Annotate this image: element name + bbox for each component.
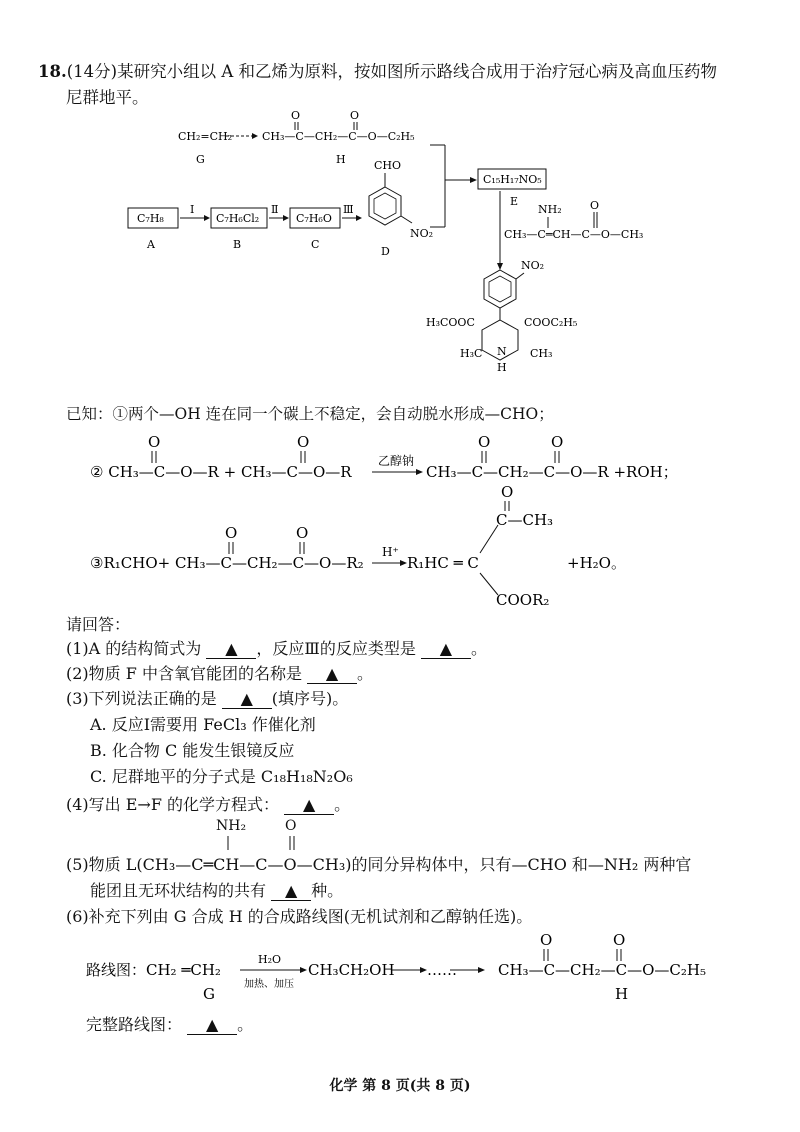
- q4-text: (4)写出 E→F 的化学方程式：: [66, 795, 280, 814]
- B-formula: C₇H₆Cl₂: [216, 212, 260, 225]
- full-route-text: 完整路线图：: [86, 1015, 183, 1034]
- reaction-3-right: R₁HC ═ C: [407, 554, 479, 572]
- question-5: [66, 852, 691, 875]
- E-formula: C₁₅H₁₇NO₅: [483, 173, 542, 186]
- q5-NH2: NH₂: [216, 818, 247, 834]
- route-end: CH₃—C—CH₂—C—O—C₂H₅: [498, 961, 706, 979]
- q4-period: 。: [334, 795, 351, 814]
- option-A: A. 反应Ⅰ需要用 FeCl₃ 作催化剂: [90, 715, 316, 734]
- step-3: Ⅲ: [343, 203, 354, 216]
- q3-blank[interactable]: ▲: [222, 689, 272, 709]
- q1-period: 。: [470, 639, 487, 658]
- route-cond-bottom: 加热、加压: [244, 979, 294, 990]
- NH2-label: NH₂: [538, 203, 562, 216]
- full-route-period: 。: [237, 1015, 254, 1034]
- question-intro: 某研究小组以 A 和乙烯为原料，按如图所示路线合成用于治疗冠心病及高血压药物: [117, 62, 717, 81]
- oxygen-label: O: [613, 931, 626, 949]
- known-reactions: [0, 425, 800, 615]
- oxygen-label: O: [551, 433, 564, 451]
- q5-tail: 种。: [311, 881, 344, 900]
- question-1: [66, 636, 487, 659]
- product-NO2: NO₂: [521, 259, 545, 272]
- methyl-right: CH₃: [530, 347, 553, 360]
- oxygen-label: O: [148, 433, 161, 451]
- H-label: H: [336, 153, 346, 166]
- q1-blank-1[interactable]: ▲: [206, 639, 256, 659]
- L-chain: CH₃—C═CH—C—O—CH₃: [504, 228, 644, 241]
- ester-right: COOC₂H₅: [524, 316, 578, 329]
- D-label: D: [381, 245, 390, 258]
- q5-line2-text: 能团且无环状结构的共有: [90, 881, 267, 900]
- oxygen-label: O: [350, 109, 360, 122]
- question-4: [66, 792, 350, 815]
- reaction-2-condition: 乙醇钠: [378, 454, 415, 468]
- B-label: B: [233, 238, 242, 251]
- synthesis-scheme: [0, 105, 800, 380]
- route-dots: ……: [427, 961, 457, 979]
- oxygen-label: O: [296, 524, 309, 542]
- route-H: H: [615, 985, 629, 1003]
- q3-tail: (填序号)。: [271, 689, 349, 708]
- C-formula: C₇H₆O: [296, 212, 332, 225]
- q5-oxygen: O: [285, 818, 297, 834]
- D-CHO: CHO: [374, 159, 402, 172]
- reaction-3-condition: H⁺: [382, 545, 399, 559]
- oxygen-label: O: [590, 199, 600, 212]
- q2-text: (2)物质 F 中含氧官能团的名称是: [66, 664, 302, 683]
- oxygen-label: O: [540, 931, 553, 949]
- ester-left: H₃COOC: [426, 316, 475, 329]
- q5-post: )的同分异构体中，只有—CHO 和—NH₂ 两种官: [345, 855, 692, 874]
- answers-heading: 请回答：: [66, 615, 131, 634]
- step-2: Ⅱ: [271, 203, 279, 216]
- q5-bonds: [0, 834, 800, 854]
- C-label: C: [311, 238, 320, 251]
- full-route: [86, 1012, 253, 1035]
- reaction-3-left: ③R₁CHO+ CH₃—C—CH₂—C—O—R₂: [90, 554, 364, 572]
- reaction-2-left: ② CH₃—C—O—R + CH₃—C—O—R: [90, 463, 352, 481]
- reaction-3-tail: +H₂O。: [567, 554, 626, 572]
- question-number: 18.: [38, 62, 67, 81]
- reaction-2-right: CH₃—C—CH₂—C—O—R +ROH；: [426, 463, 678, 481]
- q1-mid: ，反应Ⅲ的反应类型是: [256, 639, 416, 658]
- A-formula: C₇H₈: [137, 212, 164, 225]
- q2-blank[interactable]: ▲: [307, 664, 357, 684]
- question-2: [66, 661, 373, 684]
- q2-period: 。: [357, 664, 374, 683]
- question-header: [38, 58, 717, 82]
- question-3: [66, 686, 348, 709]
- q4-blank[interactable]: ▲: [284, 795, 334, 815]
- route-diagram: [0, 925, 800, 1005]
- q5-blank[interactable]: ▲: [271, 881, 311, 901]
- question-intro-line2: 尼群地平。: [66, 88, 149, 107]
- oxygen-label: O: [501, 483, 514, 501]
- E-label: E: [510, 195, 519, 208]
- H-formula: CH₃—C—CH₂—C—O—C₂H₅: [262, 130, 415, 143]
- step-1: Ⅰ: [190, 203, 195, 216]
- route-start: 路线图：CH₂ ═CH₂: [86, 961, 221, 979]
- q5-pre: (5)物质 L(: [66, 855, 143, 874]
- page-footer: 化学 第 8 页(共 8 页): [329, 1078, 471, 1094]
- q1-blank-2[interactable]: ▲: [421, 639, 471, 659]
- option-C: C. 尼群地平的分子式是 C₁₈H₁₈N₂O₆: [90, 767, 353, 786]
- A-label: A: [147, 238, 155, 251]
- option-B: B. 化合物 C 能发生银镜反应: [90, 741, 295, 760]
- oxygen-label: O: [478, 433, 491, 451]
- route-G: G: [203, 985, 215, 1003]
- ring-N: N: [497, 345, 507, 358]
- route-cond-top: H₂O: [258, 953, 282, 966]
- question-points: (14分): [66, 62, 118, 81]
- oxygen-label: O: [291, 109, 301, 122]
- D-NO2: NO₂: [410, 227, 434, 240]
- G-formula: CH₂=CH₂: [178, 130, 233, 143]
- oxygen-label: O: [225, 524, 238, 542]
- reaction-3-bottom: COOR₂: [496, 591, 550, 609]
- q3-text: (3)下列说法正确的是: [66, 689, 217, 708]
- methyl-left: H₃C: [460, 347, 483, 360]
- route-ethanol: CH₃CH₂OH: [308, 961, 395, 979]
- oxygen-label: O: [297, 433, 310, 451]
- q5-formula: CH₃—C═CH—C—O—CH₃: [142, 855, 346, 874]
- known-intro: 已知：①两个—OH 连在同一个碳上不稳定，会自动脱水形成—CHO；: [66, 405, 554, 423]
- full-route-blank[interactable]: ▲: [187, 1015, 237, 1035]
- question-5-line2: [90, 878, 343, 901]
- q1-text: (1)A 的结构简式为: [66, 639, 202, 658]
- G-label: G: [196, 153, 205, 166]
- ring-H: H: [497, 361, 507, 374]
- question-6: (6)补充下列由 G 合成 H 的合成路线图(无机试剂和乙醇钠任选)。: [66, 907, 533, 926]
- reaction-3-top: C—CH₃: [496, 511, 554, 529]
